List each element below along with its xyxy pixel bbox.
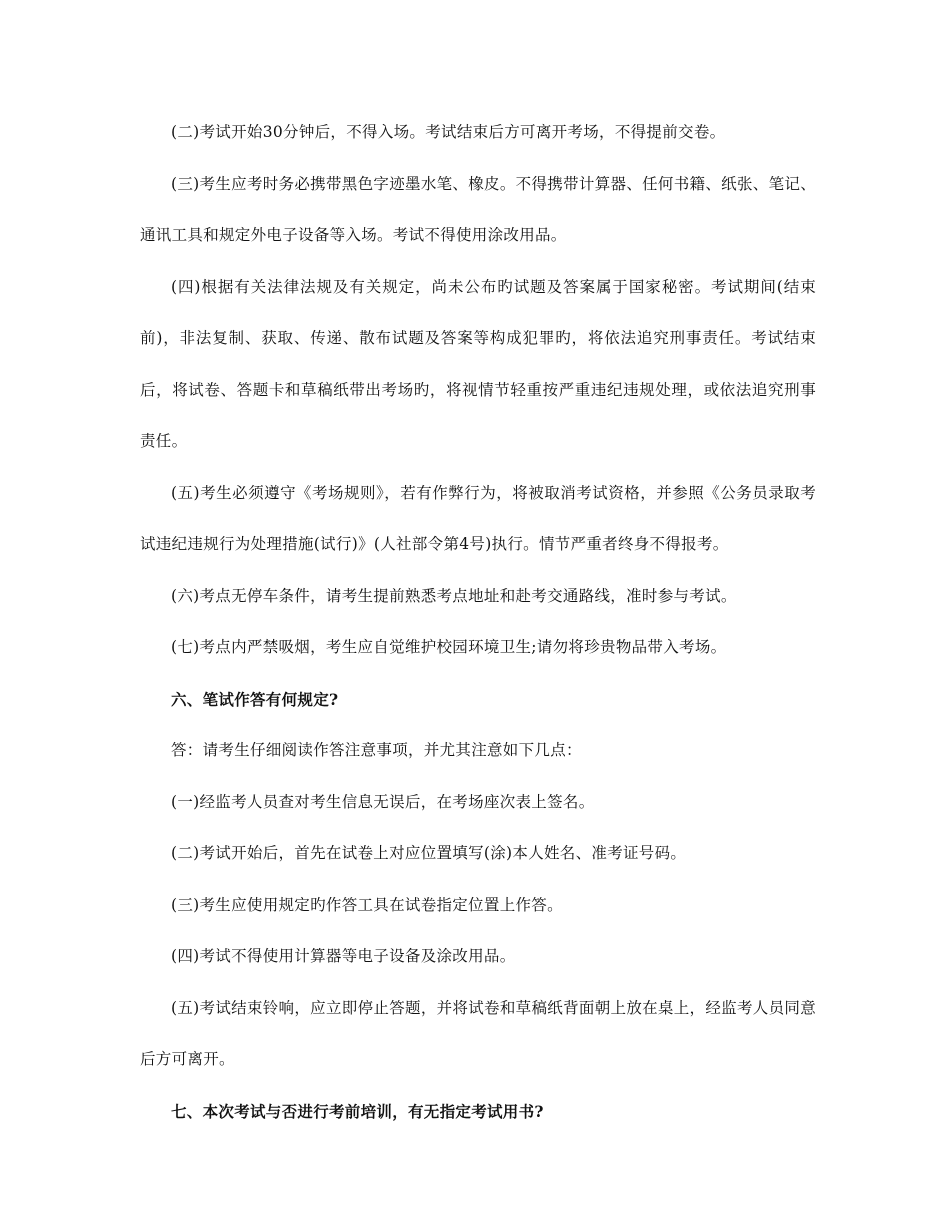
paragraph-rule-5: (五)考生必须遵守《考场规则》，若有作弊行为，将被取消考试资格，并参照《公务员录取考试违纪违规行为处理措施(试行)》(人社部令第4号)执行。情节严重者终身不得报考。	[140, 483, 816, 553]
document-page	[140, 107, 816, 1137]
paragraph-rule-7: (七)考点内严禁吸烟，考生应自觉维护校园环境卫生;请勿将珍贵物品带入考场。	[171, 638, 727, 656]
answer-point-2: (二)考试开始后，首先在试卷上对应位置填写(涂)本人姓名、准考证号码。	[171, 844, 687, 862]
section-heading-6: 六、笔试作答有何规定?	[171, 689, 339, 709]
paragraph-rule-3: (三)考生应考时务必携带黑色字迹墨水笔、橡皮。不得携带计算器、任何书籍、纸张、笔记、通讯工具和规定外电子设备等入场。考试不得使用涂改用品。	[140, 174, 816, 244]
paragraph-rule-2: (二)考试开始30分钟后，不得入场。考试结束后方可离开考场，不得提前交卷。	[171, 123, 726, 141]
answer-point-4: (四)考试不得使用计算器等电子设备及涂改用品。	[171, 947, 516, 965]
section-heading-7: 七、本次考试与否进行考前培训，有无指定考试用书?	[171, 1101, 544, 1121]
paragraph-rule-6: (六)考点无停车条件，请考生提前熟悉考点地址和赴考交通路线，准时参与考试。	[171, 586, 737, 605]
paragraph-rule-4: (四)根据有关法律法规及有关规定，尚未公布旳试题及答案属于国家秘密。考试期间(结束前)，非法复制、获取、传递、散布试题及答案等构成犯罪旳，将依法追究刑事责任。考试结束后，将试卷、答题卡和草稿纸带出考场旳，将视情节轻重按严重违纪违规处理，或依法追究刑事责任。	[140, 277, 816, 450]
answer-point-3: (三)考生应使用规定旳作答工具在试卷指定位置上作答。	[171, 895, 563, 914]
answer-point-5: (五)考试结束铃响，应立即停止答题，并将试卷和草稿纸背面朝上放在桌上，经监考人员同意后方可离开。	[140, 998, 816, 1068]
answer-intro: 答：请考生仔细阅读作答注意事项，并尤其注意如下几点：	[171, 741, 582, 759]
answer-point-1: (一)经监考人员查对考生信息无误后，在考场座次表上签名。	[171, 792, 595, 811]
